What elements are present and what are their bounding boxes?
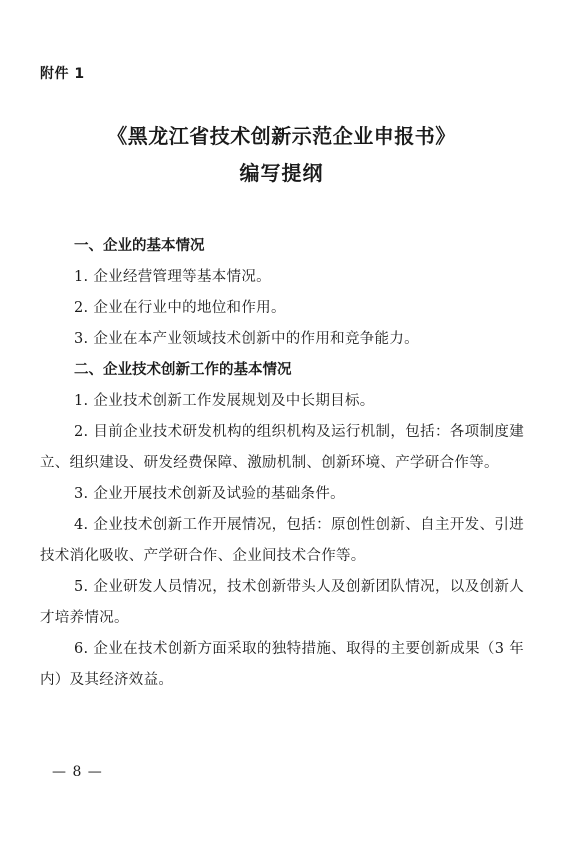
- list-item: 2. 目前企业技术研发机构的组织机构及运行机制，包括：各项制度建立、组织建设、研发经费保障、激励机制、创新环境、产学研合作等。: [40, 424, 524, 471]
- section-basic-info: [40, 231, 524, 355]
- list-item: 2. 企业在行业中的地位和作用。: [74, 300, 286, 316]
- list-item: 6. 企业在技术创新方面采取的独特措施、取得的主要创新成果（3 年内）及其经济效益。: [40, 641, 524, 688]
- list-item: 1. 企业技术创新工作发展规划及中长期目标。: [74, 393, 375, 409]
- list-item: 4. 企业技术创新工作开展情况，包括：原创性创新、自主开发、引进技术消化吸收、产学研合作、企业间技术合作等。: [40, 517, 524, 564]
- list-item: 3. 企业开展技术创新及试验的基础条件。: [74, 486, 345, 502]
- document-title: 《黑龙江省技术创新示范企业申报书》: [107, 124, 456, 148]
- list-item: 5. 企业研发人员情况，技术创新带头人及创新团队情况，以及创新人才培养情况。: [40, 579, 524, 626]
- attachment-label: 附件 1: [40, 66, 85, 82]
- list-item: 3. 企业在本产业领域技术创新中的作用和竞争能力。: [74, 331, 419, 347]
- page-number: — 8 —: [52, 764, 103, 780]
- document-subtitle: 编写提纲: [239, 161, 324, 185]
- list-item: 1. 企业经营管理等基本情况。: [74, 269, 271, 285]
- section-heading: 一、企业的基本情况: [74, 238, 205, 254]
- section-innovation-work: [40, 355, 524, 696]
- section-heading: 二、企业技术创新工作的基本情况: [74, 362, 292, 378]
- document-body: [40, 231, 524, 696]
